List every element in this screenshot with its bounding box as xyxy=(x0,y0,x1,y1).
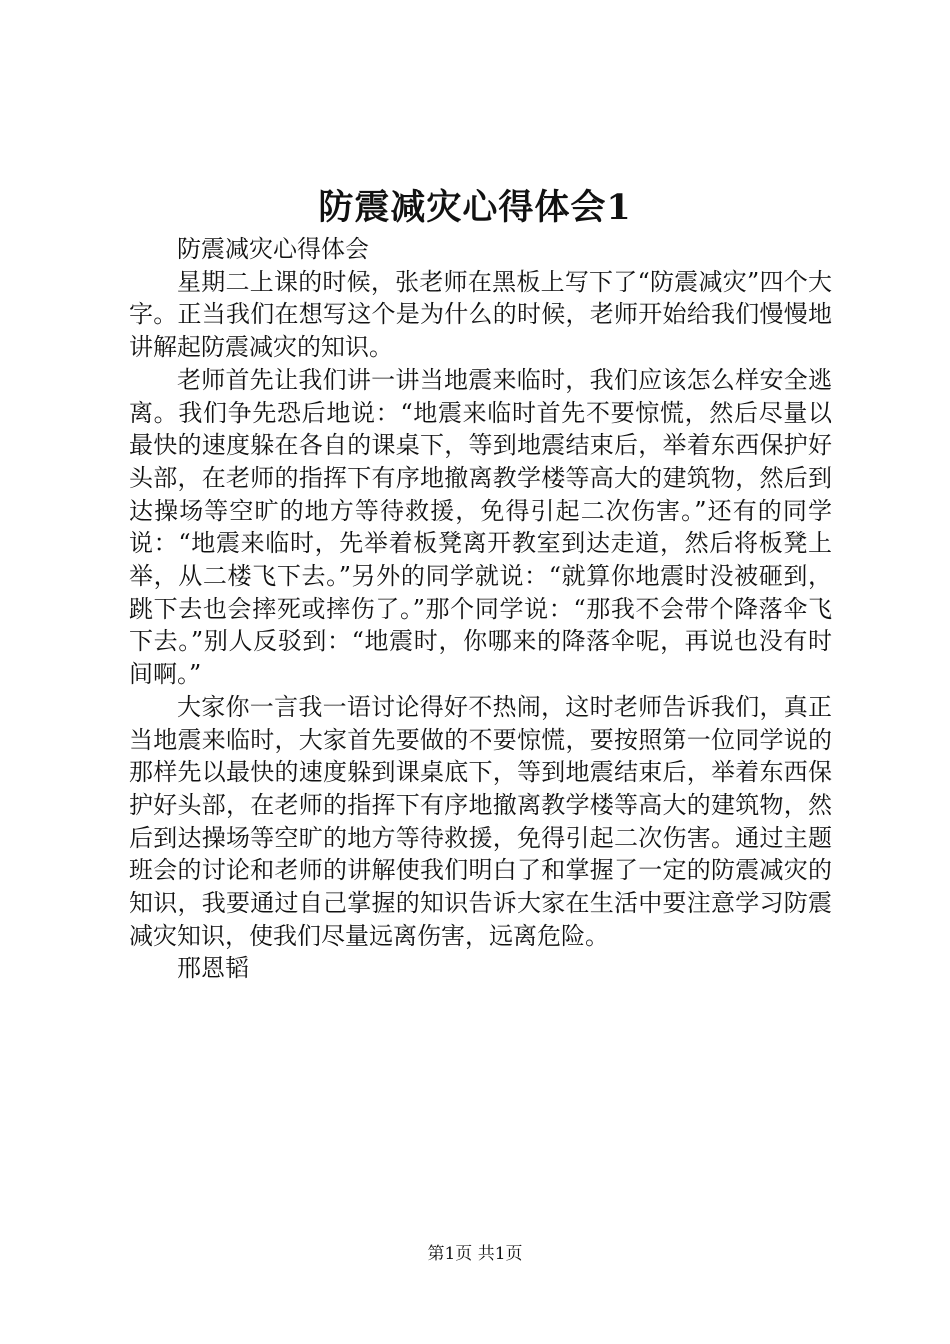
document-title: 防震减灾心得体会1 xyxy=(318,187,632,228)
subtitle-paragraph: 防震减灾心得体会 xyxy=(177,235,369,263)
page-number-footer: 第1页 共1页 xyxy=(427,1244,523,1264)
author-signature: 邢恩韬 xyxy=(177,954,249,983)
body-paragraph: 星期二上课的时候，张老师在黑板上写下了“防震减灾”四个大字。正当我们在想写这个是为什么的时候，老师开始给我们慢慢地讲解起防震减灾的知识。 xyxy=(129,267,832,362)
document-body xyxy=(129,233,832,985)
body-paragraph: 老师首先让我们讲一讲当地震来临时，我们应该怎么样安全逃离。我们争先恐后地说：“地震来临时首先不要惊慌，然后尽量以最快的速度躲在各自的课桌下，等到地震结束后，举着东西保护好头部，在老师的指挥下有序地撤离教学楼等高大的建筑物，然后到达操场等空旷的地方等待救援，免得引起二次伤害。”还有的同学说：“地震来临时，先举着板凳离开教室到达走道，然后将板凳上举，从二楼飞下去。”另外的同学就说：“就算你地震时没被砸到，跳下去也会摔死或摔伤了。”那个同学说：“那我不会带个降落伞飞下去。”别人反驳到：“地震时，你哪来的降落伞呢，再说也没有时间啊。” xyxy=(129,365,832,689)
body-paragraph: 大家你一言我一语讨论得好不热闹，这时老师告诉我们，真正当地震来临时，大家首先要做的不要惊慌，要按照第一位同学说的那样先以最快的速度躲到课桌底下，等到地震结束后，举着东西保护好头部，在老师的指挥下有序地撤离教学楼等高大的建筑物，然后到达操场等空旷的地方等待救援，免得引起二次伤害。通过主题班会的讨论和老师的讲解使我们明白了和掌握了一定的防震减灾的知识，我要通过自己掌握的知识告诉大家在生活中要注意学习防震减灾知识，使我们尽量远离伤害，远离危险。 xyxy=(129,692,832,950)
